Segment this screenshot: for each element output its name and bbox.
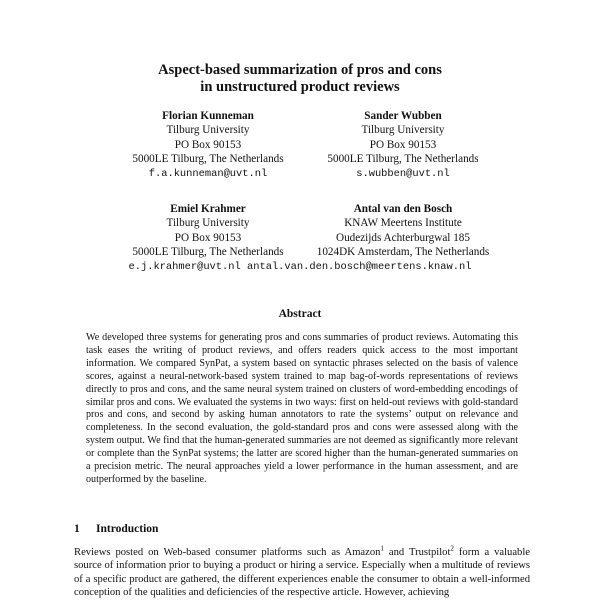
- author-city: 5000LE Tilburg, The Netherlands: [132, 246, 284, 259]
- author-city: 5000LE Tilburg, The Netherlands: [327, 153, 479, 166]
- author-email: antal.van.den.bosch@meertens.knaw.nl: [247, 261, 472, 273]
- footnote-marker-1: 1: [380, 544, 384, 553]
- author-name: Florian Kunneman: [162, 110, 254, 122]
- author-address: PO Box 90153: [174, 138, 242, 151]
- author-address: PO Box 90153: [369, 138, 437, 151]
- abstract-text: We developed three systems for generating pros and cons summaries of product reviews. Automating this task eases the writing of product reviews, and offers readers quick access to the most important information. We compared SynPat, a system based on syntactic phrases selected on the basis of valence scores, against a neural-network-based system trained to map bag-of-words representations of reviews directly to pros and cons, and the same neural system trained on clusters of word-embedding encodings of similar pros and cons. We evaluated the systems in two ways: first on held-out reviews with gold-standard pros and cons, and second by asking human annotators to rate the systems’ output on relevance and completeness. In the second evaluation, the gold-standard pros and cons were assessed along with the system output. We find that the human-generated summaries are not deemed as significantly more relevant or complete than the SynPat systems; the latter are scored higher than the human-generated summaries on a precision metric. The neural approaches yield a lower performance in the human assessment, and are outperformed by the baseline.: [86, 332, 518, 485]
- author-name: Sander Wubben: [364, 110, 442, 122]
- author-affiliation: Tilburg University: [361, 124, 445, 137]
- author-name: Antal van den Bosch: [353, 203, 453, 215]
- author-city: 1024DK Amsterdam, The Netherlands: [316, 246, 490, 259]
- author-block-3: [108, 202, 308, 260]
- author-affiliation: Tilburg University: [166, 124, 250, 137]
- footnote-marker-2: 2: [450, 544, 454, 553]
- intro-text-1: Reviews posted on Web-based consumer platforms such as Amazon: [74, 547, 381, 558]
- author-block-2: [303, 109, 503, 181]
- paper-title-line-1: Aspect-based summarization of pros and cons: [158, 62, 442, 78]
- author-address: Oudezijds Achterburgwal 185: [335, 231, 470, 244]
- author-email: e.j.krahmer@uvt.nl: [128, 261, 241, 273]
- author-emails-row: [0, 260, 600, 274]
- author-block-4: [296, 202, 510, 260]
- author-block-1: [108, 109, 308, 181]
- section-title: Introduction: [96, 523, 159, 535]
- author-name: Emiel Krahmer: [170, 203, 246, 215]
- paper-title-line-2: in unstructured product reviews: [200, 79, 400, 95]
- section-heading-introduction: [74, 523, 158, 535]
- author-affiliation: KNAW Meertens Institute: [344, 217, 462, 230]
- intro-text-2: and Trustpilot: [383, 547, 451, 558]
- author-city: 5000LE Tilburg, The Netherlands: [132, 153, 284, 166]
- section-number: 1: [74, 523, 80, 535]
- author-email: s.wubben@uvt.nl: [356, 167, 450, 180]
- introduction-paragraph: [74, 546, 530, 600]
- author-address: PO Box 90153: [174, 231, 242, 244]
- abstract-heading: Abstract: [278, 308, 322, 320]
- author-email: f.a.kunneman@uvt.nl: [148, 167, 268, 180]
- author-affiliation: Tilburg University: [166, 217, 250, 230]
- intro-text-3: form a valuable source of information prior to buying a product or hiring a service. Especially when a multitude of reviews of a specific product are gathered, the different experiences enable the consumer to obtain a well-informed conception of the qualities and deficiencies of the respective article. However, achieving: [74, 547, 530, 599]
